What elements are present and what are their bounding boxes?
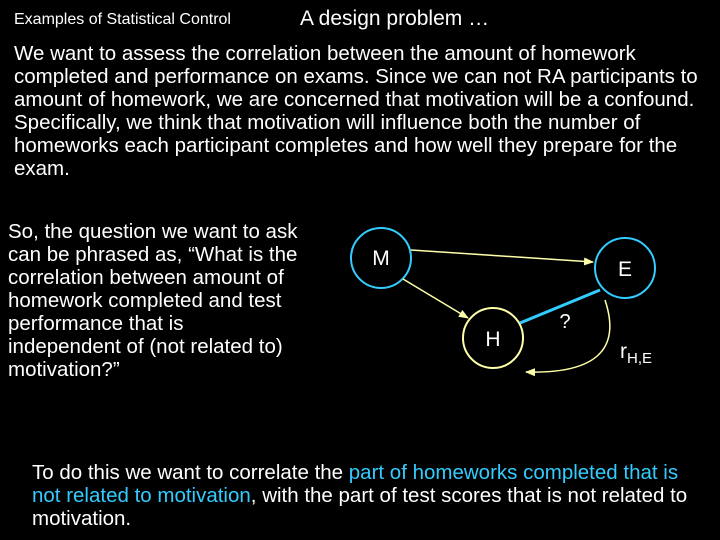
node-m-label: M	[372, 247, 390, 270]
conclusion-text-1: To do this we want to correlate the	[32, 461, 349, 484]
conclusion-highlight: part of homeworks completed that is not related to motivation	[32, 461, 679, 507]
question-paragraph: So, the question we want to ask can be phrased as, “What is the correlation between amount of homework completed and test performance that is independent of (not related to) motivation?”	[8, 220, 298, 381]
node-e-label: E	[617, 258, 633, 281]
question-mark: ?	[559, 311, 571, 333]
intro-paragraph: We want to assess the correlation between the amount of homework completed and performance on exams. Since we can not RA participants to amount of homework, we are concerned that motivation will be a confound. Specifically, we think that motivation will influence both the number of homeworks each participant completes and how well they prepare for the exam.	[14, 42, 698, 180]
correlation-label: $r_{H,E}$	[620, 340, 653, 367]
slide-title: A design problem …	[300, 7, 490, 30]
node-h-label: H	[485, 328, 501, 351]
course-title: Examples of Statistical Control	[14, 11, 231, 28]
arrow-m-to-h	[403, 279, 468, 318]
arrow-m-to-e	[411, 250, 593, 262]
conclusion-text-2: , with the part of test scores that is not related to motivation.	[32, 484, 688, 530]
conclusion-paragraph	[32, 461, 712, 530]
